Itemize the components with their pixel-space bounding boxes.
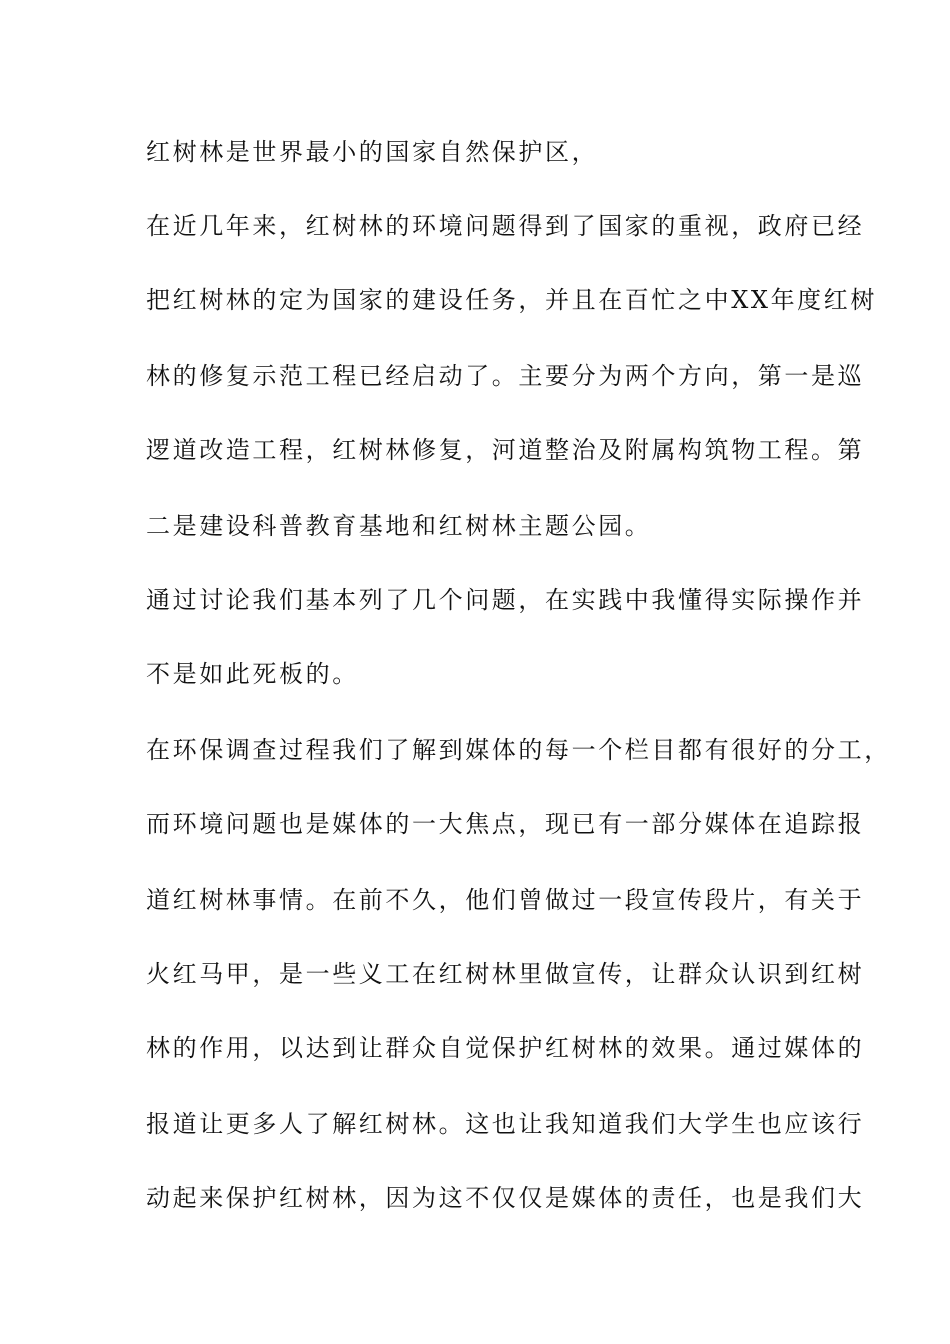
text-line: 在环保调查过程我们了解到媒体的每一个栏目都有很好的分工， (146, 736, 891, 764)
text-line: 火红马甲，是一些义工在红树林里做宣传，让群众认识到红树 (146, 960, 865, 988)
text-line: 把红树林的定为国家的建设任务，并且在百忙之中XX年度红树 (146, 286, 877, 314)
text-line: 道红树林事情。在前不久，他们曾做过一段宣传段片，有关于 (146, 886, 865, 914)
text-line: 通过讨论我们基本列了几个问题，在实践中我懂得实际操作并 (146, 586, 865, 614)
text-line: 不是如此死板的。 (146, 660, 359, 688)
text-line: 报道让更多人了解红树林。这也让我知道我们大学生也应该行 (146, 1110, 865, 1138)
text-line: 而环境问题也是媒体的一大焦点，现已有一部分媒体在追踪报 (146, 810, 865, 838)
text-line: 在近几年来，红树林的环境问题得到了国家的重视，政府已经 (146, 212, 865, 240)
text-line: 动起来保护红树林，因为这不仅仅是媒体的责任，也是我们大 (146, 1184, 865, 1212)
text-line: 逻道改造工程，红树林修复，河道整治及附属构筑物工程。第 (146, 436, 865, 464)
text-line: 林的修复示范工程已经启动了。主要分为两个方向，第一是巡 (146, 362, 865, 390)
text-line: 红树林是世界最小的国家自然保护区， (146, 138, 599, 166)
text-line: 林的作用，以达到让群众自觉保护红树林的效果。通过媒体的 (146, 1034, 865, 1062)
text-line: 二是建设科普教育基地和红树林主题公园。 (146, 512, 652, 540)
